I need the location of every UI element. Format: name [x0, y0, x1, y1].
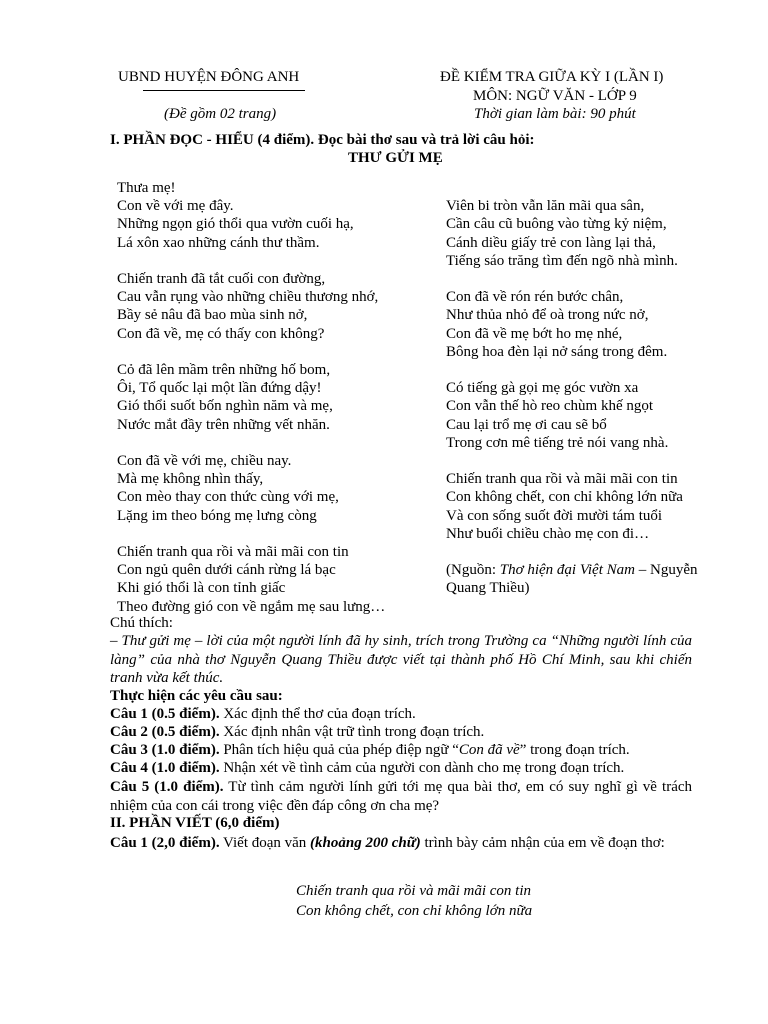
note-text: – Thư gửi mẹ – lời của một người lính đã hy sinh, trích trong Trường ca “Những người lính của làng” của nhà thơ Nguyễn Quang Thiều được viết tại thành phố Hồ Chí Minh, sau khi chiến tranh vừa kết thúc. [110, 633, 692, 687]
question-text: Nhận xét về tình cảm của người con dành cho mẹ trong đoạn trích. [219, 760, 625, 776]
poem-line: Ôi, Tổ quốc lại một lần đứng dậy! [117, 380, 322, 397]
question-label: Câu 2 (0.5 điểm). [110, 724, 220, 740]
source-author: – Nguyễn [634, 562, 698, 579]
quote-line-2: Con không chết, con chỉ không lớn nữa [296, 903, 533, 919]
poem-line: Như buổi chiều chào mẹ con đi… [446, 525, 650, 542]
poem-line: Khi gió thổi là con tỉnh giấc [117, 580, 286, 597]
poem-line: Bông hoa đèn lại nở sáng trong đêm. [446, 343, 668, 360]
poem-line: Trong cơn mê tiếng trẻ nói vang nhà. [446, 434, 669, 451]
poem-line: Lặng im theo bóng mẹ lưng còng [117, 507, 317, 524]
header-pages: (Đề gồm 02 trang) [164, 106, 277, 122]
poem-line [446, 361, 697, 379]
poem-line: Bầy sẻ nâu đã bao mùa sinh nở, [117, 307, 308, 324]
poem-line: Cánh diều giấy trẻ con làng lại thả, [446, 234, 656, 251]
poem-line: Theo đường gió con về ngắm mẹ sau lưng… [117, 598, 386, 615]
poem-right-column [446, 179, 697, 598]
poem-line: Chiến tranh qua rồi và mãi mãi con tin [446, 471, 678, 488]
quote-line-1: Chiến tranh qua rồi và mãi mãi con tin [296, 883, 531, 899]
poem-line: Có tiếng gà gọi mẹ góc vườn xa [446, 380, 639, 397]
poem-line: Cần câu cũ buông vào từng kỷ niệm, [446, 216, 667, 233]
writing-question-1 [110, 834, 692, 853]
part2-heading: II. PHẦN VIẾT (6,0 điểm) [110, 815, 280, 831]
poem-line: Con đã về rón rén bước chân, [446, 289, 624, 306]
poem-line: Thưa mẹ! [117, 180, 176, 196]
poem-line [446, 270, 697, 288]
poem-line: Như thủa nhỏ để oà trong nức nở, [446, 307, 649, 324]
question-text: trình bày cảm nhận của em về đoạn thơ: [420, 835, 665, 851]
poem-line: Chiến tranh đã tắt cuối con đường, [117, 271, 326, 288]
poem-line: Lá xôn xao những cánh thư thầm. [117, 234, 320, 251]
tasks-heading: Thực hiện các yêu cầu sau: [110, 688, 283, 704]
poem-line: Gió thổi suốt bốn nghìn năm và mẹ, [117, 398, 333, 415]
header-underline [143, 90, 305, 91]
poem-line: Con về với mẹ đây. [117, 198, 234, 215]
question-quote: Con đã về [458, 742, 520, 758]
question-text: Viết đoạn văn [219, 835, 311, 851]
poem-line: Con đã về với mẹ, chiều nay. [117, 453, 292, 470]
exam-title: ĐỀ KIỂM TRA GIỮA KỲ I (LẦN I) [440, 69, 664, 85]
poem-line: Cỏ đã lên mầm trên những hố bom, [117, 362, 331, 379]
question-text: Phân tích hiệu quả của phép điệp ngữ “ [219, 742, 459, 758]
poem-left-column [117, 179, 385, 616]
poem-line: Con đã về mẹ bớt ho mẹ nhé, [446, 325, 623, 342]
question-4 [110, 760, 624, 777]
poem-line: Con vẫn thế hò reo chùm khế ngọt [446, 398, 654, 415]
poem-line: Con đã về, mẹ có thấy con không? [117, 325, 325, 342]
poem-title: THƯ GỬI MẸ [348, 150, 443, 166]
poem-line [117, 525, 385, 543]
poem-line: Con ngủ quên dưới cánh rừng lá bạc [117, 562, 336, 579]
poem-line: Cau vẫn rụng vào những chiều thương nhớ, [117, 289, 379, 306]
poem-line: Và con sống suốt đời mười tám tuổi [446, 507, 663, 524]
poem-line: Mà mẹ không nhìn thấy, [117, 471, 264, 488]
question-3 [110, 742, 630, 759]
question-5 [110, 778, 692, 815]
question-text: Xác định thể thơ của đoạn trích. [219, 706, 416, 722]
poem-line [446, 452, 697, 470]
header-org: UBND HUYỆN ĐÔNG ANH [118, 69, 300, 85]
poem-line: Những ngọn gió thổi qua vườn cuối hạ, [117, 216, 354, 233]
question-label: Câu 1 (2,0 điểm). [110, 835, 220, 851]
poem-line: Tiếng sáo trăng tìm đến ngõ nhà mình. [446, 252, 678, 269]
word-limit: (khoảng 200 chữ) [310, 835, 421, 851]
poem-line: Con mèo thay con thức cùng với mẹ, [117, 489, 339, 506]
question-text: ” trong đoạn trích. [519, 742, 630, 758]
poem-line: Chiến tranh qua rồi và mãi mãi con tin [117, 544, 349, 561]
question-label: Câu 3 (1.0 điểm). [110, 742, 220, 758]
poem-line [117, 343, 385, 361]
source-prefix: (Nguồn: [446, 562, 500, 579]
poem-line [446, 179, 697, 197]
poem-line [117, 434, 385, 452]
poem-source-cont: Quang Thiều) [446, 580, 530, 597]
poem-line: Viên bi tròn vẫn lăn mãi qua sân, [446, 198, 645, 215]
poem-source [446, 561, 697, 579]
exam-subject: MÔN: NGỮ VĂN - LỚP 9 [473, 88, 637, 104]
poem-line: Con không chết, con chỉ không lớn nữa [446, 489, 683, 506]
question-label: Câu 4 (1.0 điểm). [110, 760, 220, 776]
exam-time: Thời gian làm bài: 90 phút [474, 106, 636, 122]
question-text: Xác định nhân vật trữ tình trong đoạn trích. [219, 724, 485, 740]
poem-line [117, 252, 385, 270]
question-1 [110, 706, 416, 723]
poem-line: Cau lại trổ mẹ ơi cau sẽ bổ [446, 416, 607, 433]
note-label: Chú thích: [110, 615, 173, 631]
question-label: Câu 1 (0.5 điểm). [110, 706, 220, 722]
source-book: Thơ hiện đại Việt Nam [499, 562, 635, 579]
poem-line: Nước mắt đầy trên những vết nhăn. [117, 416, 330, 433]
poem-line [446, 543, 697, 561]
question-text: Từ tình cảm người lính gửi tới mẹ qua bài thơ, em có suy nghĩ gì về trách nhiệm của con cái trong việc đền đáp công ơn cha mẹ? [110, 779, 693, 814]
question-label: Câu 5 (1.0 điểm). [110, 779, 224, 795]
question-2 [110, 724, 484, 741]
part1-heading: I. PHẦN ĐỌC - HIỂU (4 điểm). Đọc bài thơ sau và trả lời câu hỏi: [110, 132, 535, 148]
